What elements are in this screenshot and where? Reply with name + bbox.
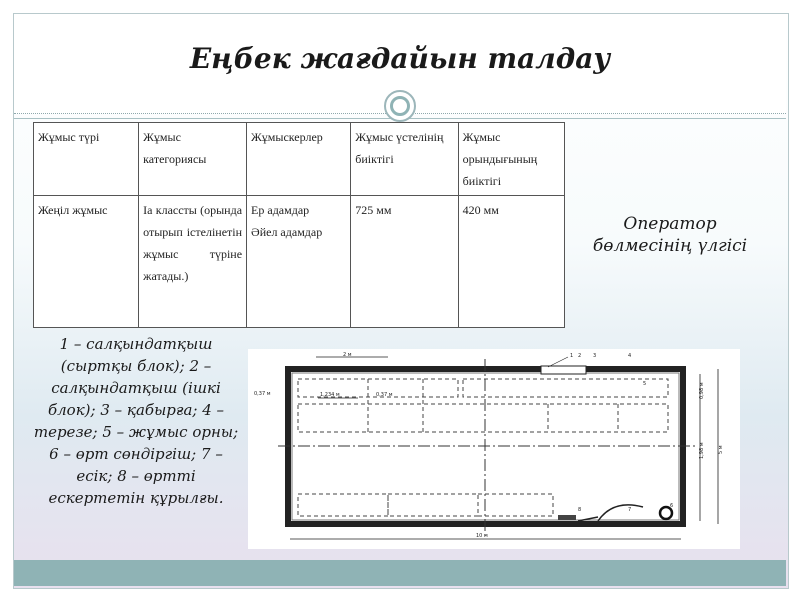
desk-row [388, 494, 478, 516]
header-cell: Жұмыс категориясы [139, 123, 247, 196]
plan-legend: 1 – салқындатқыш (сыртқы блок); 2 – салқындатқыш (ішкі блок); 3 – қабырға; 4 – терезе; 5 – жұмыс орны; 6 – өрт сөндіргіш; 7 – есік; 8 – өртті ескертетін құрылғы. [33, 335, 239, 507]
label-5: 5 [643, 381, 647, 387]
dimension-mid: 1,234 м [320, 392, 340, 398]
workers-female: Әйел адамдар [251, 225, 323, 239]
dimension-mid2: 0,37 м [376, 392, 393, 398]
label-6: 6 [670, 503, 674, 509]
label-3: 3 [593, 353, 597, 359]
door-arc [598, 505, 643, 521]
cell-workers [247, 196, 351, 328]
cell-work-type: Жеңіл жұмыс [34, 196, 139, 328]
header-cell: Жұмыскерлер [247, 123, 351, 196]
window-shape [541, 366, 586, 374]
label-4: 4 [628, 353, 632, 359]
dimension-right-mid: 1,98 м [699, 442, 705, 459]
caption-line-1: Оператор [623, 214, 717, 234]
operator-room-floor-plan [248, 349, 740, 549]
desk-row [298, 404, 668, 432]
header-cell: Жұмыс орындығының биіктігі [458, 123, 564, 196]
bottom-accent-bar [14, 560, 786, 586]
table-header-row [34, 123, 565, 196]
desk-row [463, 379, 668, 397]
dimension-bottom: 10 м [476, 533, 488, 539]
desk-row [298, 494, 388, 516]
dimension-top: 2 м [343, 352, 352, 358]
fire-alarm-icon [558, 515, 576, 520]
cell-chair-height: 420 мм [458, 196, 564, 328]
label-8: 8 [578, 507, 582, 513]
slide-title: Еңбек жағдайын талдау [189, 42, 611, 75]
desk-row [478, 494, 553, 516]
work-conditions-table [33, 122, 565, 328]
dimension-right-total: 5 м [718, 445, 724, 454]
header-cell: Жұмыс үстелінің биіктігі [351, 123, 458, 196]
label-1: 1 [570, 353, 574, 359]
label-7: 7 [628, 507, 632, 513]
cell-category: Ia классты (орында отырып істелінетін жұмыс түріне жатады.) [139, 196, 247, 328]
caption-line-2: бөлмесінің үлгісі [592, 236, 748, 256]
dimension-left: 0,37 м [254, 391, 271, 397]
operator-room-caption [585, 213, 755, 257]
table-row [34, 196, 565, 328]
label-2: 2 [578, 353, 582, 359]
dimension-right-top: 0,98 м [699, 382, 705, 399]
header-cell: Жұмыс түрі [34, 123, 139, 196]
workers-male: Ер адамдар [251, 203, 310, 217]
circle-ornament-icon [384, 90, 416, 122]
cell-desk-height: 725 мм [351, 196, 458, 328]
